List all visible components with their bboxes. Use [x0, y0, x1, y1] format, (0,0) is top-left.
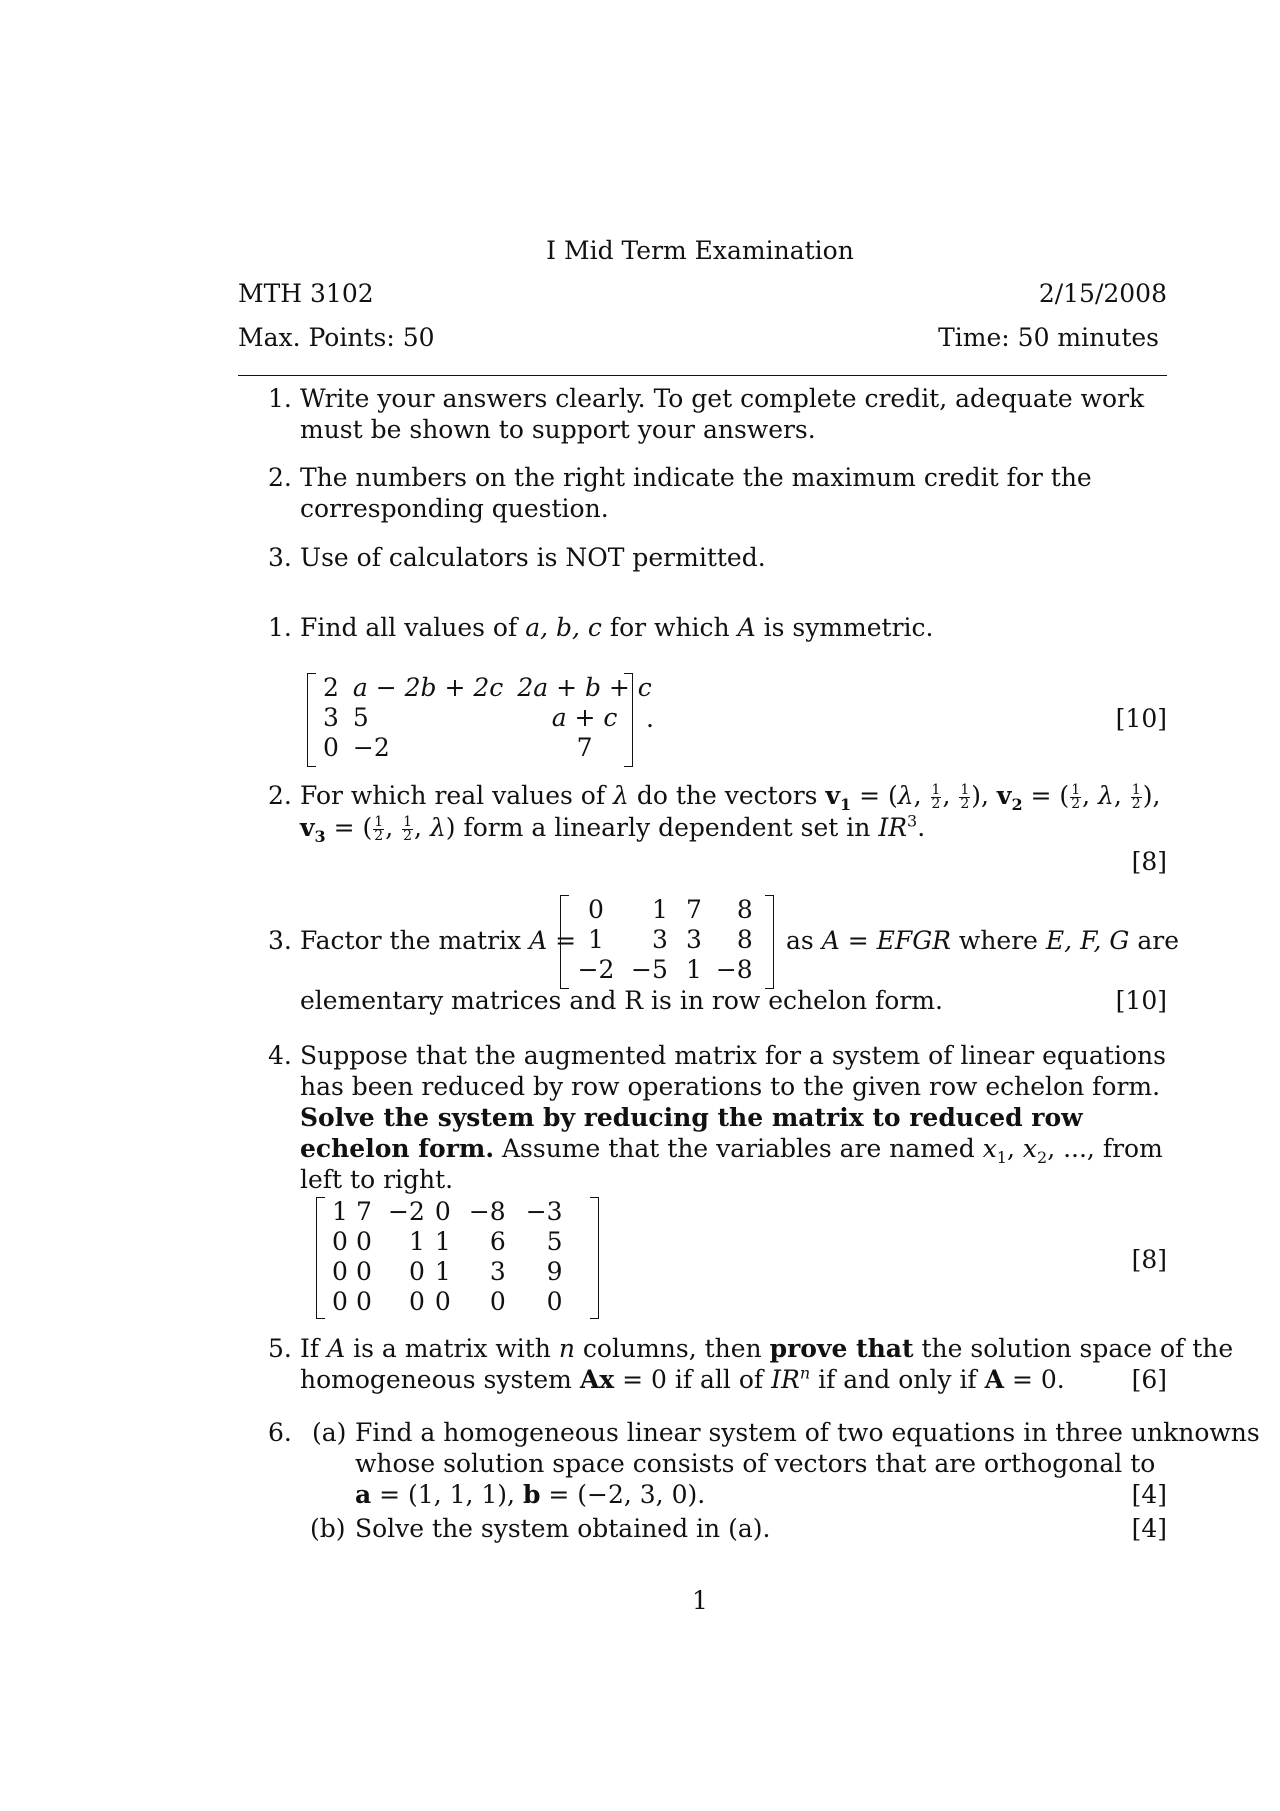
matrix-cell: 0: [489, 1287, 506, 1316]
course-code: MTH 3102: [238, 279, 374, 308]
exam-title: I Mid Term Examination: [546, 236, 854, 265]
question-5-points: [6]: [1131, 1365, 1167, 1394]
matrix-cell: −2: [388, 1197, 425, 1226]
matrix-cell: −8: [715, 955, 753, 984]
matrix-cell: −2: [352, 733, 390, 762]
symmetric-matrix: [316, 673, 659, 763]
part-a-line-1: Find a homogeneous linear system of two equations in three unknowns: [355, 1418, 1260, 1447]
matrix-cell: a − 2b + 2c: [352, 673, 504, 702]
matrix-cell: 0: [408, 1287, 425, 1316]
part-b-points: [4]: [1131, 1514, 1167, 1543]
question-number: 4.: [268, 1041, 292, 1070]
part-b-label: (b): [310, 1514, 346, 1543]
matrix-cell: 7: [685, 895, 702, 924]
matrix-cell: 0: [332, 1287, 348, 1316]
part-a-line-3: a = (1, 1, 1), b = (−2, 3, 0).: [355, 1480, 706, 1509]
matrix-cell: 5: [352, 703, 369, 732]
matrix-cell: −5: [631, 955, 668, 984]
question-number: 6.: [268, 1418, 292, 1447]
matrix-cell: 9: [546, 1257, 563, 1286]
question-number: 3.: [268, 926, 292, 955]
matrix-cell: 1: [588, 925, 604, 954]
matrix-cell: 0: [332, 1227, 348, 1256]
matrix-cell: 1: [408, 1227, 425, 1256]
matrix-right-bracket: [590, 1197, 599, 1319]
question-1-points: [10]: [1115, 704, 1167, 733]
matrix-cell: 7: [356, 1197, 372, 1226]
matrix-cell: 8: [736, 895, 753, 924]
instruction-text: The numbers on the right indicate the maximum credit for the corresponding question.: [300, 463, 1092, 523]
instruction-number: 1.: [268, 384, 292, 413]
matrix-cell: 7: [576, 733, 593, 762]
question-4-prompt: Suppose that the augmented matrix for a system of linear equations has been reduced by row operations to the given row echelon form. Solve the system by reducing the matrix to reduced row echelon form. Assume that the variables are named $x_1$, $x_2$, ..., from left to right.: [300, 1041, 1166, 1194]
matrix-cell: 0: [356, 1287, 372, 1316]
header-divider: [238, 375, 1167, 376]
matrix-cell: 0: [332, 1257, 348, 1286]
part-a-points: [4]: [1131, 1480, 1167, 1509]
augmented-matrix: [322, 1197, 569, 1317]
matrix-cell: 8: [736, 925, 753, 954]
matrix-cell: 0: [356, 1257, 372, 1286]
matrix-cell: 0: [323, 733, 339, 762]
matrix-cell: 1: [685, 955, 702, 984]
matrix-cell: 0: [408, 1257, 425, 1286]
question-2-points: [8]: [1131, 847, 1167, 876]
matrix-cell: 6: [489, 1227, 506, 1256]
matrix-cell: 1: [651, 895, 668, 924]
question-5-line-2: homogeneous system Ax = 0 if all of $IR^n$ if and only if A = 0.: [300, 1363, 1065, 1394]
question-3-prompt-end: as A = EFGR where E, F, G are: [786, 926, 1179, 955]
part-b-text: Solve the system obtained in (a).: [355, 1514, 771, 1543]
question-5-line-1: If A is a matrix with n columns, then prove that the solution space of the: [300, 1334, 1234, 1363]
part-a-label: (a): [312, 1418, 347, 1447]
matrix-cell: 1: [434, 1257, 451, 1286]
matrix-cell: 3: [323, 703, 339, 732]
instruction-number: 2.: [268, 463, 292, 492]
matrix-cell: 3: [651, 925, 668, 954]
question-2-line-1: For which real values of λ do the vectors $v_1 = (\lambda$, $\frac{1}{2}$ , $\frac{1}{2}$ ), $v_2$ = ( $\frac{1}{2}$ , λ, $\frac{1}{2}$ ),: [300, 781, 1161, 814]
matrix-left-bracket: [307, 673, 316, 767]
instruction-text: Use of calculators is NOT permitted.: [300, 543, 766, 572]
matrix-cell: 1: [332, 1197, 348, 1226]
matrix-cell: 0: [434, 1197, 451, 1226]
factor-matrix: [568, 895, 760, 985]
matrix-cell: 0: [546, 1287, 563, 1316]
matrix-cell: −8: [468, 1197, 506, 1226]
question-2-line-2: $v_3$ = ( $\frac{1}{2}$ , $\frac{1}{2}$ , λ) form a linearly dependent set in $IR^3$.: [300, 811, 926, 846]
matrix-cell: 0: [434, 1287, 451, 1316]
question-4-points: [8]: [1131, 1245, 1167, 1274]
question-1-prompt: Find all values of a, b, c for which A is symmetric.: [300, 613, 934, 642]
instruction-text: Write your answers clearly. To get complete credit, adequate work must be shown to support your answers.: [300, 384, 1145, 444]
question-number: 2.: [268, 781, 292, 810]
sentence-period: .: [646, 704, 654, 733]
matrix-cell: 1: [434, 1227, 451, 1256]
matrix-cell: 5: [546, 1227, 563, 1256]
matrix-right-bracket: [624, 673, 633, 767]
matrix-cell: 0: [356, 1227, 372, 1256]
matrix-cell: 2: [323, 673, 339, 702]
matrix-cell: 0: [588, 895, 604, 924]
question-3-prompt-start: Factor the matrix A =: [300, 926, 577, 955]
part-a-line-2: whose solution space consists of vectors that are orthogonal to: [355, 1449, 1156, 1478]
question-3-line-2: elementary matrices and R is in row echelon form.: [300, 986, 943, 1015]
instruction-number: 3.: [268, 543, 292, 572]
matrix-right-bracket: [765, 895, 774, 989]
question-3-points: [10]: [1115, 986, 1167, 1015]
time-allowed: Time: 50 minutes: [938, 323, 1159, 352]
exam-date: 2/15/2008: [1038, 279, 1167, 308]
matrix-cell: −2: [577, 955, 615, 984]
max-points: Max. Points: 50: [238, 323, 435, 352]
question-number: 5.: [268, 1334, 292, 1363]
matrix-cell: a + c: [551, 703, 618, 732]
matrix-cell: 3: [489, 1257, 506, 1286]
matrix-cell: 2a + b + c: [517, 673, 652, 702]
matrix-cell: −3: [525, 1197, 563, 1226]
matrix-cell: 3: [685, 925, 702, 954]
page-number: 1: [692, 1586, 708, 1615]
question-number: 1.: [268, 613, 292, 642]
